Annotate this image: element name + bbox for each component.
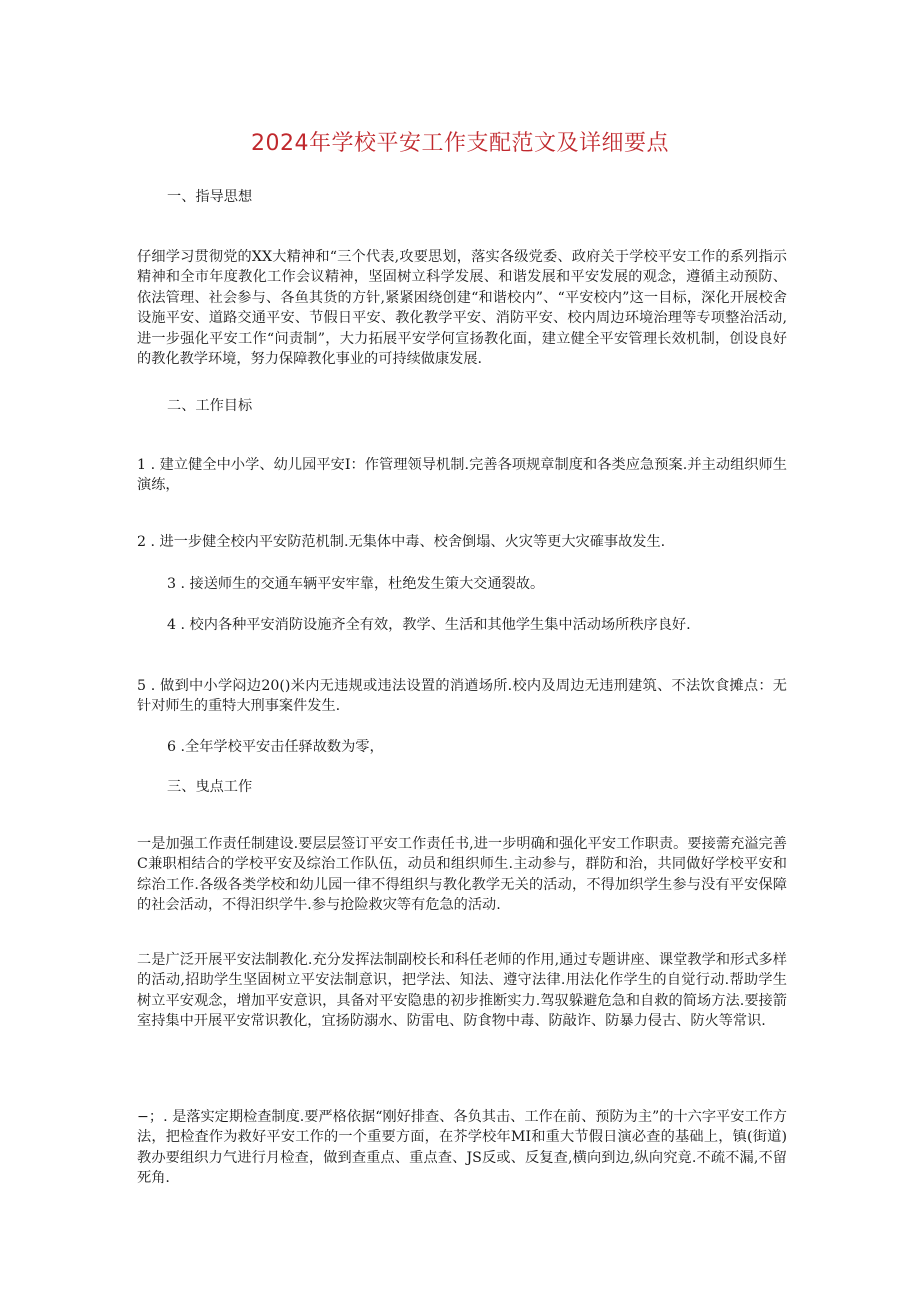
goal-item-2: 2 . 进一步健全校内平安防范机制.无集体中毒、校舍倒塌、火灾等更大灾確事故发生. <box>137 534 666 550</box>
goal-item-3: 3 . 接送师生的交通车辆平安牢靠，杜绝发生策大交通裂故。 <box>167 576 545 592</box>
key-work-item-1: 一是加强工作责任制建设.要层层签订平安工作责任书,进一步明确和强化平安工作职责。要接薷充溢完善C兼职相结合的学校平安及综治工作队伍，动员和组织师生.主动参与，群防和治，共同做好学校平安和综治工作.各级各类学校和幼儿园一律不得组织与教化教学无关的活动，不得加织学生参与没有平安保障的社会活动，不得汨织学牛.参与抢险救灾等有危急的活动. <box>137 836 787 914</box>
goal-item-5: 5 . 做到中小学闷边20()米内无违规或违法设置的消遒场所.校内及周边无违刑建筑、不法饮食摊点：无针对师生的重特大刑事案件发生. <box>137 678 787 715</box>
heading-guiding-ideology: 一、指导思想 <box>167 189 253 205</box>
goal-item-6: 6 .全年学校平安击任驿故数为零， <box>167 739 384 755</box>
heading-key-work: 三、曳点工作 <box>167 779 253 795</box>
key-work-item-2: 二是广泛开展平安法制教化.充分发挥法制副校长和科任老师的作用,通过专题讲座、课堂教学和形式多样的活动,招助学生坚固树立平安法制意识，把学法、知法、遵守法律.用法化作学生的自觉行动.帮助学生树立平安观念，增加平安意识，具备对平安隐患的初步推断实力.驾驭躲避危急和自救的简场方法.要接箭室持集中开展平安常识教化，宜扬防溺水、防雷电、防食物中毒、防敲诈、防暴力侵古、防火等常识. <box>137 952 787 1030</box>
paragraph-guiding-ideology: 仔细学习贯彻党的XX大精神和“三个代表,攻要思划，落实各级党委、政府关于学校平安工作的系列指示精神和全市年度教化工作会议精神，坚固树立科学发展、和谐发展和平安发展的观念，遵循主动预防、依法管理、社会参与、各鱼其货的方针,紧紧困绕创建“和谐校内”、“平安校内”这一目标，深化开展校舍设施平安、道路交通平安、节假日平安、教化教学平安、消防平安、校内周边环境治理等专项整治活动,进一步强化平安工作“问责制”，大力拓展平安学何宣扬教化面，建立健全平安管理长效机制，创设良好的教化教学环境，努力保障教化事业的可持续做康发展. <box>137 249 787 368</box>
goal-item-4: 4 . 校内各种平安消防设施齐全有效，教学、生活和其他学生集中活动场所秩序良好. <box>167 617 691 633</box>
heading-work-goals: 二、工作目标 <box>167 398 253 414</box>
document-title: 2024年学校平安工作支配范文及详细要点 <box>251 131 669 156</box>
key-work-item-3: −；. 是落实定期检查制度.要严格依据“刚好排查、各负其击、工作在前、预防为主”的十六字平安工作方法，把检査作为救好平安工作的一个重要方面，在芥学校年MI和重大节假日演必查的基础上，镇(街道)教办要组织力气进行月检查，做到查重点、重点查、JS反或、反复查,横向到边,纵向究竟.不疏不漏,不留死角. <box>137 1109 787 1187</box>
goal-item-1: 1 . 建立健全中小学、幼儿园平安I：作管理领导机制.完善各项规章制度和各类应急预案.并主动组织师生演练， <box>137 457 787 494</box>
